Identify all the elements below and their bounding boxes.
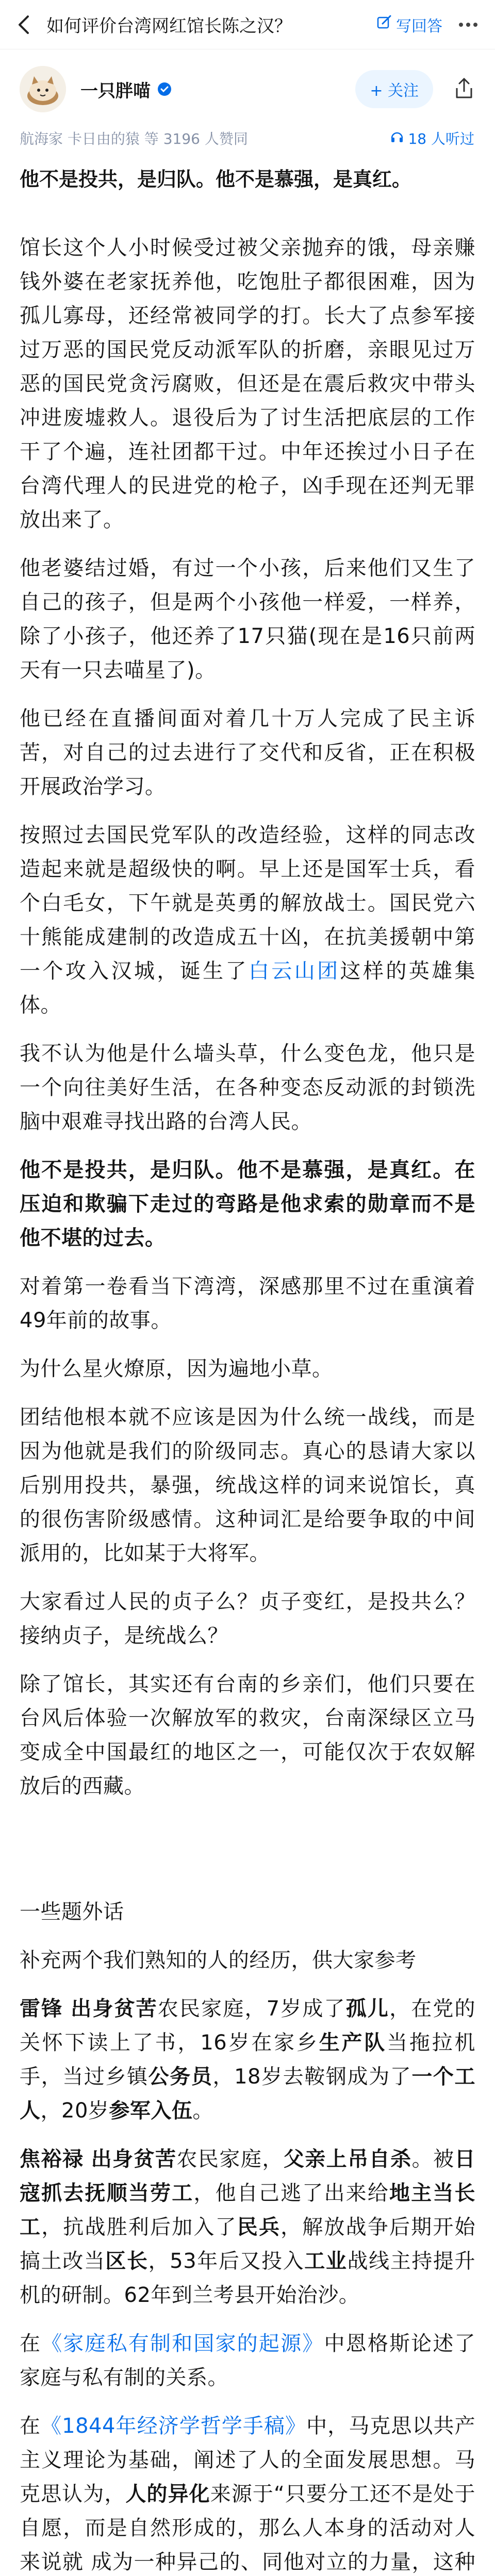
book-paragraph (20, 2327, 475, 2395)
author-name[interactable]: 一只胖喵 (80, 80, 151, 101)
pencil-icon (376, 15, 392, 35)
bio-text: 战线主持提升机的研制。62年到兰考县开始治沙。 (20, 2249, 476, 2307)
cat-avatar[interactable] (20, 66, 66, 112)
paragraph: 大家看过人民的贞子么？贞子变红，是投共么？接纳贞子，是统战么？ (20, 1590, 475, 1648)
section-title: 一些题外话 (20, 1900, 124, 1924)
bio-bold: 地主当长工 (20, 2181, 476, 2239)
bio-text: 当拖拉机手，当过乡镇 (20, 2031, 476, 2089)
headphone-icon (390, 130, 404, 147)
bio-bold: 公务员 (148, 2065, 213, 2089)
book-post: 中恩格斯论述了家庭与私有制的关系。 (20, 2332, 476, 2389)
section-intro: 补充两个我们熟知的人的经历，供大家参考 (20, 1948, 417, 1972)
book-link[interactable]: 《家庭私有制和国家的起源》 (41, 2332, 324, 2355)
book-pre: 在 (20, 2332, 42, 2355)
manuscript-link[interactable]: 《1844年经济学哲学手稿》 (41, 2414, 307, 2438)
listen-button[interactable] (390, 128, 474, 148)
write-answer-label: 写回答 (396, 17, 442, 36)
ms-text: 中，马克思以共产主义理论为基础，阐述了人的全面发展思想。马克思认为， (20, 2414, 476, 2506)
paragraph: 馆长这个人小时候受过被父亲抛弃的饿，母亲赚钱外婆在老家抚养他，吃饱肚子都很困难，因为孤儿寡母，还经常被同学的打。长大了点参军接过万恶的国民党反动派军队的折磨，亲眼见过万恶的国民党贪污腐败，但还是在震后救灾中带头冲进废墟救人。退役后为了讨生活把底层的工作干了个遍，连社团都干过。中年还挨过小日子在台湾代理人的民进党的枪子，凶手现在还判无罪放出来了。 (20, 236, 475, 532)
paragraph-tail: 这样的英雄集体。 (20, 959, 476, 1017)
bio-bold: 参军入伍 (109, 2099, 193, 2123)
upvote-info: 航海家 卡日由的猿 等 3196 人赞同 (20, 130, 248, 147)
answer-meta (0, 123, 495, 154)
bio-text: ，在党的关怀下读上了书，16岁在家乡 (20, 1997, 476, 2055)
bio-text: 农民家庭， (176, 2147, 284, 2171)
baiyunshan-link[interactable]: 白云山团 (248, 959, 340, 983)
ms-text: 来源于 (210, 2482, 274, 2506)
bio-tag: 出身贫苦 (91, 2147, 177, 2171)
paragraph: 我不认为他是什么墙头草，什么变色龙，他只是一个向往美好生活，在各种变态反动派的封锁洗脑中艰难寻找出路的台湾人民。 (20, 1042, 475, 1133)
bio-bold: 日寇抓去抚顺当劳工 (20, 2147, 476, 2205)
bio-bold: 一个工人 (20, 2065, 476, 2123)
bio-leifeng (20, 1992, 475, 2128)
bio-text: ，解放战争后期开始搞土改当 (20, 2215, 476, 2273)
lead-text: 他不是投共，是归队。他不是慕强，是真红。 (20, 168, 412, 191)
bio-text: ，抗战胜利后加入了 (41, 2215, 237, 2239)
bio-text: ，20岁 (40, 2099, 109, 2123)
bio-bold: 父亲上吊自杀 (283, 2147, 412, 2171)
bio-text: ，53年后又投入 (148, 2249, 305, 2273)
top-bar (0, 0, 495, 49)
ms-pre: 在 (20, 2414, 41, 2438)
paragraph: 他已经在直播间面对着几十万人完成了民主诉苦，对自己的过去进行了交代和反省，正在积极开展政治学习。 (20, 707, 475, 799)
bio-text: 。被 (411, 2147, 455, 2171)
author-row (0, 56, 495, 123)
manuscript-paragraph (20, 2409, 475, 2576)
section-divider (20, 1818, 475, 1895)
bio-bold: 区长 (105, 2249, 148, 2273)
paragraph: 除了馆长，其实还有台南的乡亲们，他们只要在台风后体验一次解放军的救灾，台南深绿区立马变成全中国最红的地区之一，可能仅次于农奴解放后的西藏。 (20, 1672, 475, 1798)
bio-bold: 孤儿 (345, 1997, 390, 2021)
ms-bold: 人的异化 (125, 2482, 210, 2506)
verified-icon (157, 81, 172, 97)
bio-text: ，他自己逃了出来给 (193, 2181, 389, 2205)
bold-paragraph: 他不是投共，是归队。他不是慕强，是真红。在压迫和欺骗下走过的弯路是他求索的勋章而不是他不堪的过去。 (20, 1158, 475, 1250)
paragraph: 团结他根本就不应该是因为什么统一战线，而是因为他就是我们的阶级同志。真心的恳请大家以后别用投共，暴强，统战这样的词来说馆长，真的很伤害阶级感情。这种词汇是给要争取的中间派用的，比如某于大将军。 (20, 1405, 475, 1565)
back-arrow-icon[interactable] (13, 14, 34, 35)
follow-button[interactable]: + 关注 (355, 70, 433, 108)
paragraph-with-link (20, 818, 475, 1022)
bio-name: 雷锋 (20, 1997, 63, 2021)
bio-jiaoyulu (20, 2142, 475, 2312)
bio-text: 农民家庭，7岁成了 (157, 1997, 346, 2021)
bio-text: 。 (192, 2099, 213, 2123)
bio-bold: 生产队 (319, 2031, 387, 2055)
write-answer-button[interactable] (376, 13, 442, 36)
ms-quote: “只要分工还不是处于自愿，而是自然形成的，那么人本身的活动对人来说就 成为一种异己的、同他对立的力量，这种 (20, 2482, 476, 2574)
question-title[interactable]: 如何评价台湾网红馆长陈之汉？ (46, 16, 292, 37)
bio-bold: 工业 (304, 2249, 348, 2273)
bio-text: ，18岁去鞍钢成为了 (212, 2065, 412, 2089)
listen-count: 18 人听过 (408, 130, 474, 147)
paragraph: 他老婆结过婚，有过一个小孩，后来他们又生了自己的孩子，但是两个小孩他一样爱，一样养，除了小孩子，他还养了17只猫(现在是16只前两天有一只去喵星了)。 (20, 556, 475, 682)
answer-content (0, 154, 495, 2576)
more-dots-icon[interactable] (459, 23, 477, 27)
bio-bold: 民兵 (237, 2215, 281, 2239)
paragraph: 为什么星火燎原，因为遍地小草。 (20, 1357, 333, 1381)
bio-name: 焦裕禄 (20, 2147, 84, 2171)
paragraph: 对着第一卷看当下湾湾，深感那里不过在重演着49年前的故事。 (20, 1275, 475, 1332)
share-icon[interactable] (454, 77, 474, 101)
paragraph-text: 按照过去国民党军队的改造经验，这样的同志改造起来就是超级快的啊。早上还是国军士兵，看个白毛女，下午就是英勇的解放战士。国民党六十熊能成建制的改造成五十凶，在抗美援朝中第一个攻入汉城，诞生了 (20, 823, 475, 983)
bio-tag: 出身贫苦 (71, 1997, 158, 2021)
